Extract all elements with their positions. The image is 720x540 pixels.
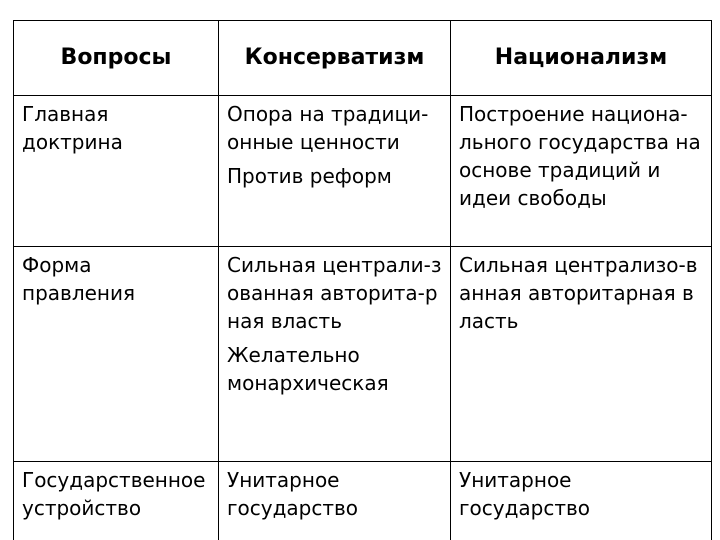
cell-text: Унитарное государство <box>227 468 359 520</box>
table-row <box>14 247 712 462</box>
conservatism-cell <box>219 247 451 462</box>
cell-text: Главная доктрина <box>22 102 123 154</box>
table-row <box>14 462 712 540</box>
header-questions: Вопросы <box>14 21 219 96</box>
table-header-row <box>14 21 712 96</box>
conservatism-cell <box>219 462 451 540</box>
cell-text: Форма правления <box>22 253 136 305</box>
cell-text: Унитарное государство <box>459 468 591 520</box>
row-question-cell <box>14 96 219 247</box>
table-row <box>14 96 712 247</box>
comparison-table <box>13 20 712 540</box>
cell-text: Опора на традици-онные ценности <box>227 102 429 154</box>
cell-text: Сильная централи-зованная авторита-рная власть <box>227 253 442 333</box>
cell-text: Государственное устройство <box>22 468 206 520</box>
cell-text: Против реформ <box>227 164 392 188</box>
conservatism-cell <box>219 96 451 247</box>
cell-text: Сильная централизо-ванная авторитарная власть <box>459 253 698 333</box>
nationalism-cell <box>451 247 712 462</box>
header-conservatism: Консерватизм <box>219 21 451 96</box>
nationalism-cell <box>451 96 712 247</box>
nationalism-cell <box>451 462 712 540</box>
cell-text: Построение национа-льного государства на основе традиций и идеи свободы <box>459 102 701 210</box>
row-question-cell <box>14 462 219 540</box>
cell-text: Желательно монархическая <box>227 343 389 395</box>
header-nationalism: Национализм <box>451 21 712 96</box>
row-question-cell <box>14 247 219 462</box>
